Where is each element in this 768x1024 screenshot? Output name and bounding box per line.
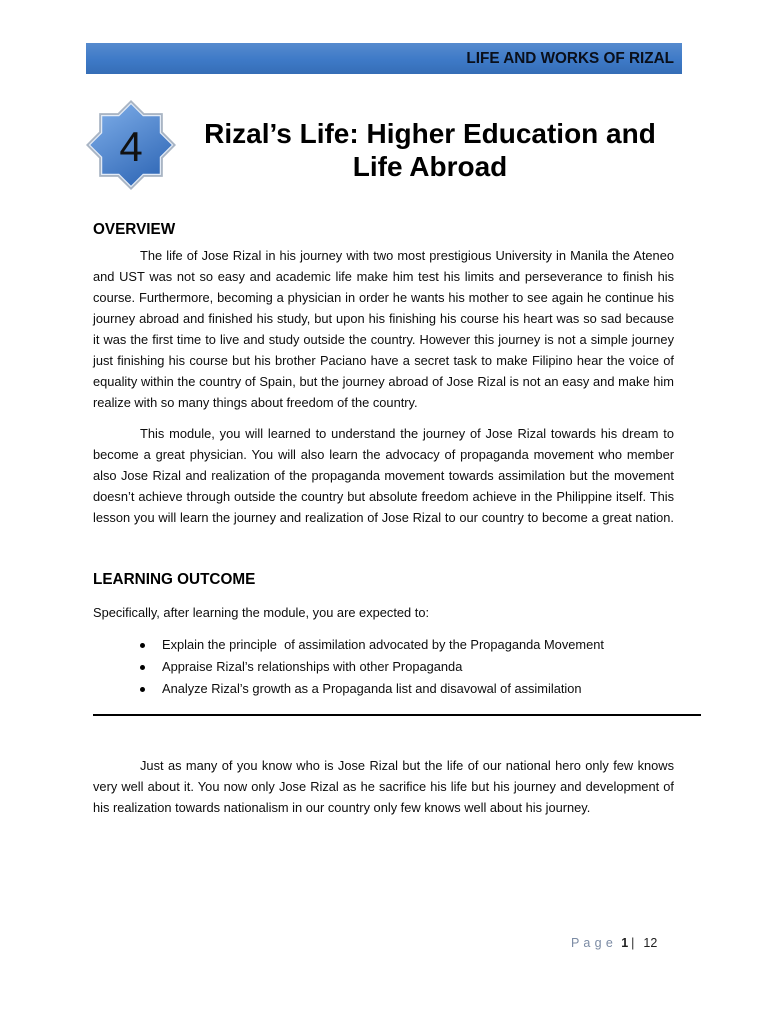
list-item — [93, 634, 674, 656]
text-line: The life of Jose Rizal in his journey with two most prestigious University in Manila the Ateneo — [140, 247, 674, 263]
section-divider — [93, 714, 701, 716]
overview-heading: OVERVIEW — [93, 221, 176, 238]
list-item-text: Appraise Rizal’s relationships with other Propaganda — [162, 659, 463, 674]
text-line: course. Furthermore, becoming a physician in order he wants his mother to see again he continue his — [93, 289, 674, 305]
learning-outcome-list — [93, 634, 674, 700]
page-title — [190, 117, 670, 183]
bullet-icon — [140, 687, 145, 692]
header-bar — [86, 43, 682, 74]
overview-paragraph — [93, 245, 674, 414]
page-footer — [571, 933, 657, 953]
list-item-text: Analyze Rizal’s growth as a Propaganda list and disavowal of assimilation — [162, 681, 582, 696]
header-title: LIFE AND WORKS OF RIZAL — [466, 50, 674, 67]
text-line: journey abroad and finished his study, but upon his finishing his course his heart was so sad because — [93, 310, 674, 326]
title-line: Rizal’s Life: Higher Education and — [204, 118, 656, 149]
module-number: 4 — [119, 123, 143, 170]
text-line: and UST was not so easy and academic life make him test his limits and perseverance to finish his — [93, 268, 674, 284]
page-number: 1 — [621, 936, 629, 950]
text-line: equality within the country of Spain, but the journey abroad of Jose Rizal is not an easy and make him — [93, 374, 674, 390]
bullet-icon — [140, 665, 145, 670]
module-number-badge — [85, 99, 177, 191]
text-line: his realization towards nationalism in our country only few knows well about his journey. — [93, 799, 591, 815]
closing-paragraph — [93, 755, 674, 818]
text-line: This module, you will learned to understand the journey of Jose Rizal towards his dream to — [140, 425, 674, 441]
text-line: lesson you will learn the journey and realization of Jose Rizal to our country to become a great nation. — [93, 509, 674, 525]
title-line: Life Abroad — [352, 151, 508, 182]
text-line: just finishing his course but his brother Paciano have a secret task to make Filipino hear the voice of — [93, 353, 674, 369]
text-line: also Jose Rizal and realization of the propaganda movement towards assimilation but the movement — [93, 467, 674, 483]
text-line: realize with so many things about freedom of the country. — [93, 395, 418, 411]
eight-point-star-icon — [85, 99, 177, 191]
learning-outcome-intro: Specifically, after learning the module, you are expected to: — [93, 604, 430, 620]
list-item — [93, 656, 674, 678]
bullet-icon — [140, 643, 145, 648]
text-line: it was the first time to live and study outside the country. However this journey is not a simple journey — [93, 332, 674, 347]
text-line: become a great physician. You will also learn the advocacy of propaganda movement who member — [93, 446, 674, 462]
text-line: very well about it. You now only Jose Rizal as he sacrifice his life but his journey and development of — [93, 778, 674, 794]
page-separator: | — [631, 936, 635, 950]
page-label: P a g e — [571, 936, 614, 950]
text-line: Just as many of you know who is Jose Rizal but the life of our national hero only few knows — [140, 757, 674, 773]
total-pages: 12 — [643, 936, 658, 950]
learning-outcome-heading: LEARNING OUTCOME — [93, 571, 256, 588]
list-item — [93, 678, 674, 700]
overview-paragraph — [93, 423, 674, 528]
list-item-text: Explain the principle of assimilation advocated by the Propaganda Movement — [162, 637, 604, 652]
text-line: doesn’t achieve through outside the country but absolute freedom achieve in the Philippine itself. This — [93, 488, 674, 504]
